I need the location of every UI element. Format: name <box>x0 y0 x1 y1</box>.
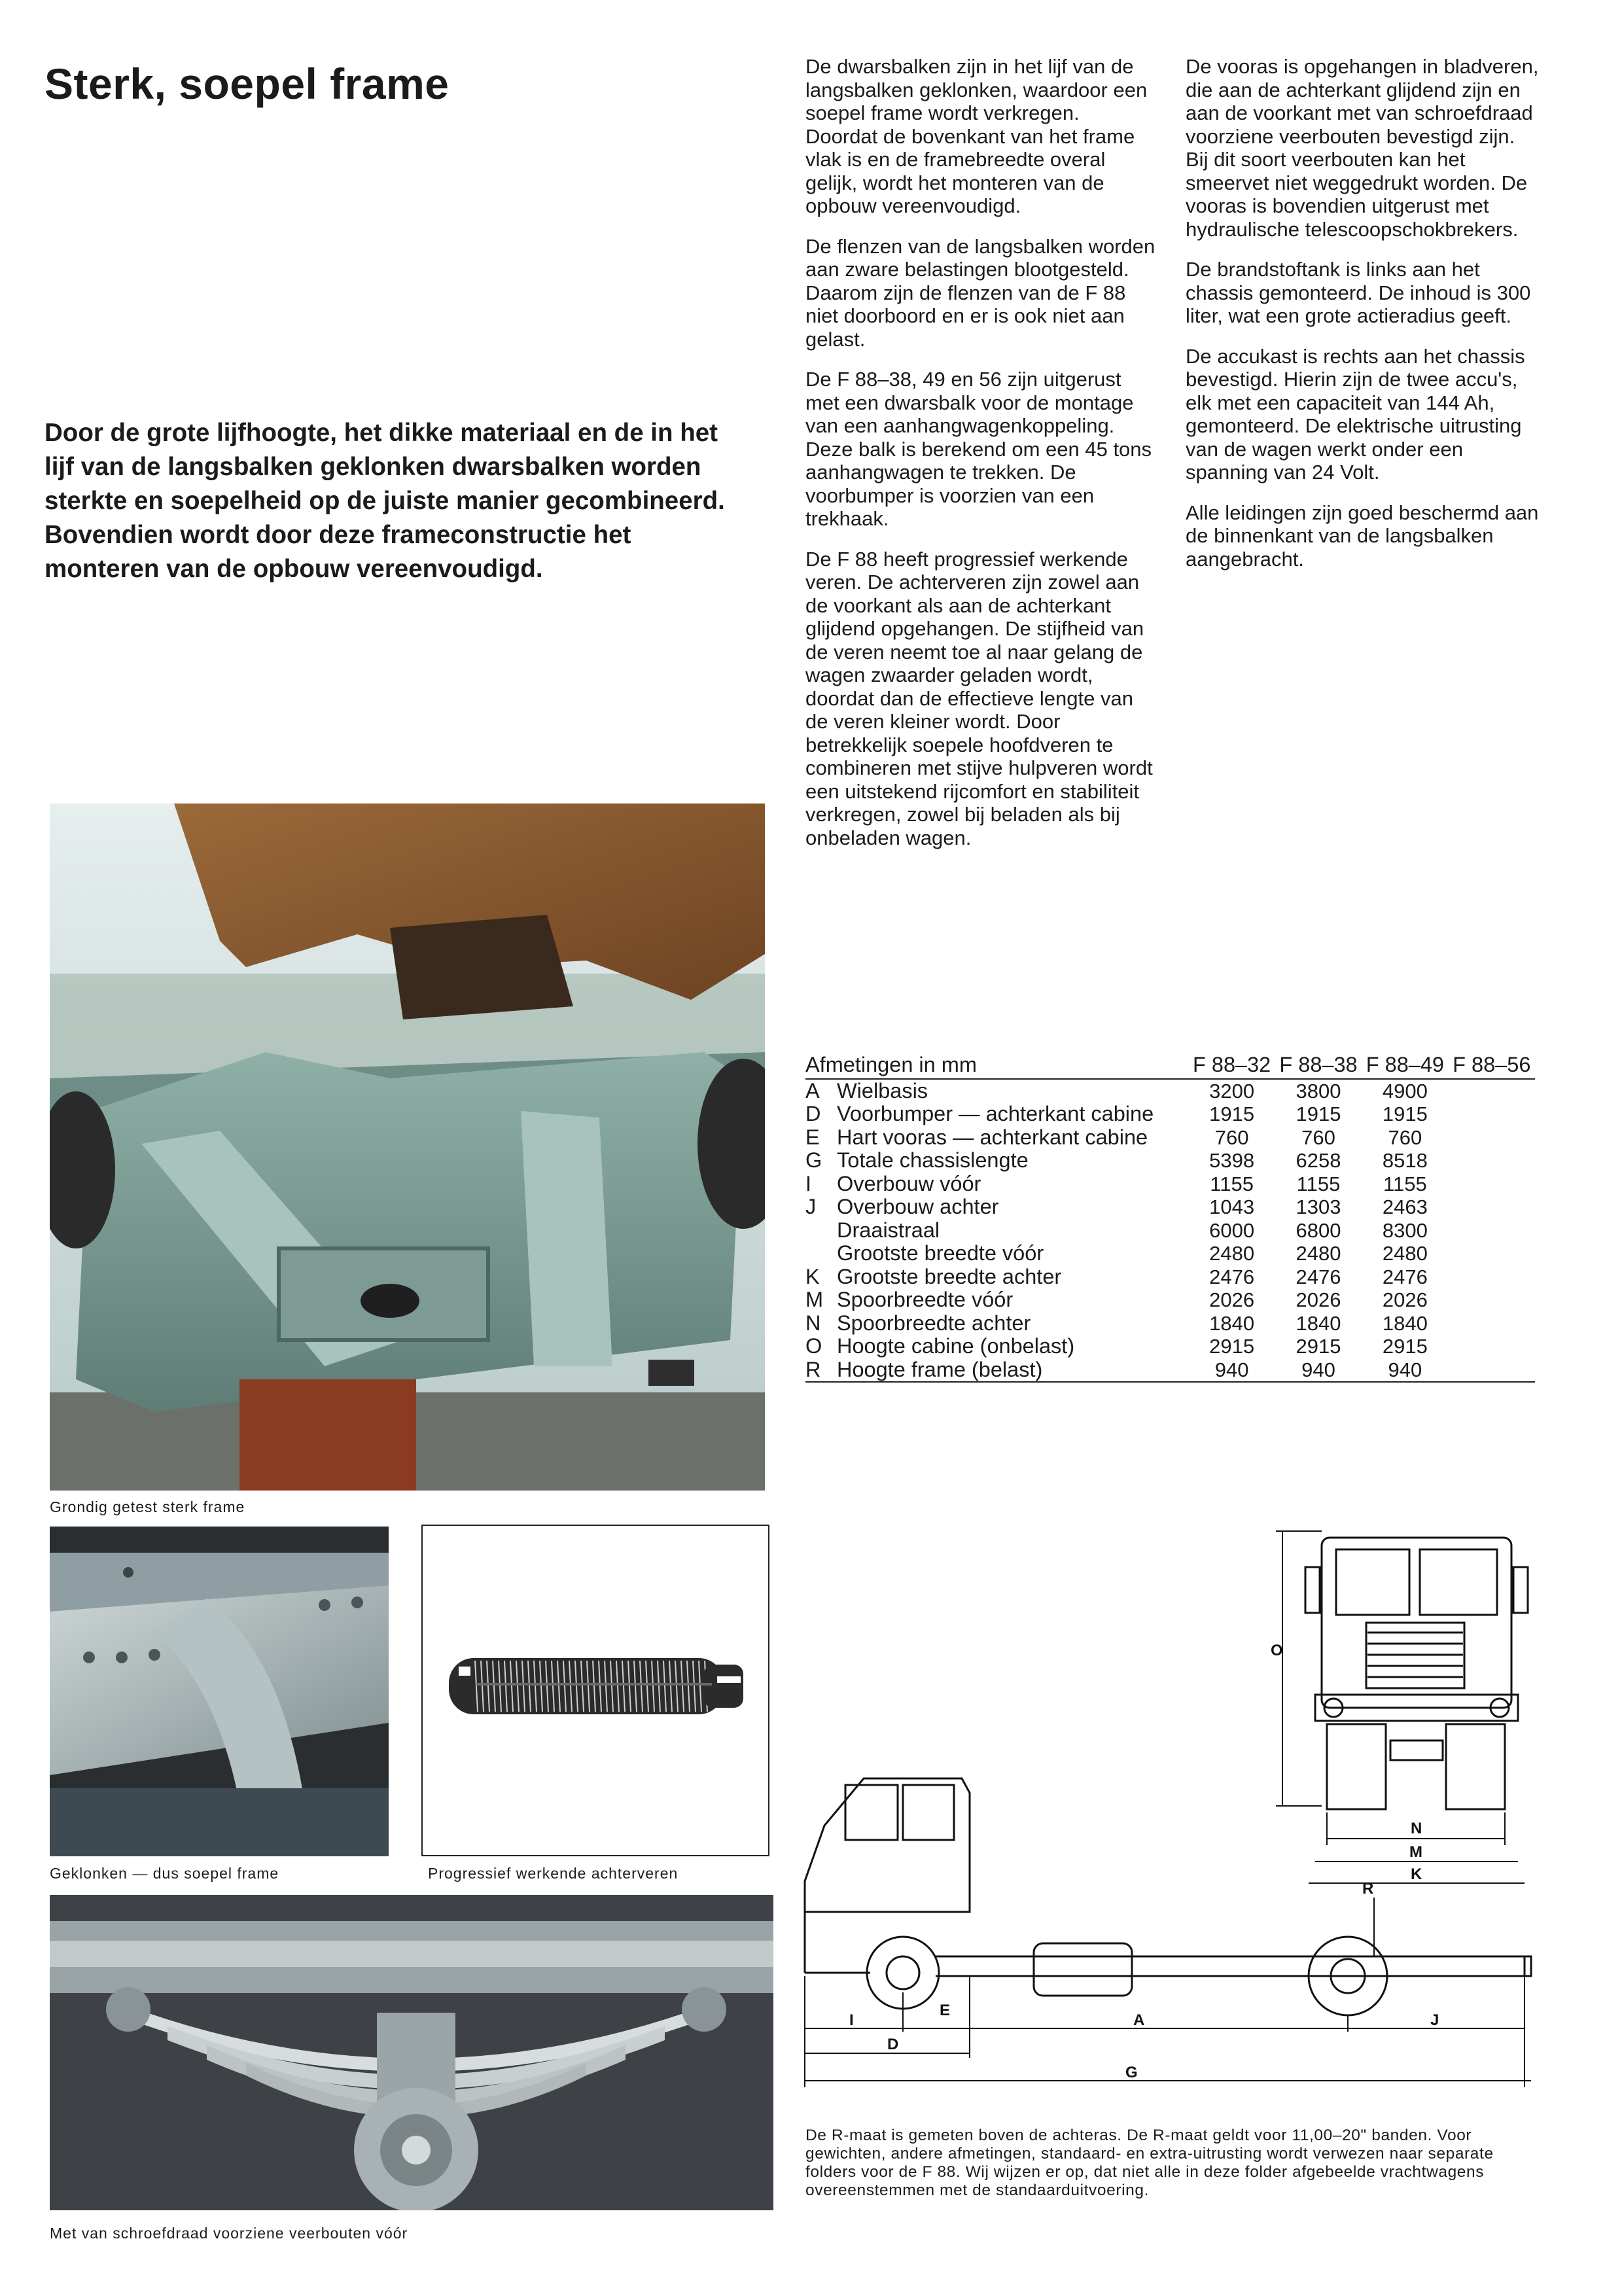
dimension-value: 8518 <box>1382 1149 1428 1172</box>
label-j: J <box>1430 2011 1439 2029</box>
dimension-value: 2915 <box>1209 1335 1255 1358</box>
paragraph: Alle leidingen zijn goed beschermd aan de binnenkant van de langsbalken aangebracht. <box>1186 501 1539 571</box>
dimension-letter: A <box>805 1078 820 1103</box>
dimension-value: 1155 <box>1210 1172 1254 1195</box>
dimension-value: 1043 <box>1209 1195 1255 1218</box>
dimension-label: Hart vooras — achterkant cabine <box>837 1125 1148 1149</box>
dimension-letter: K <box>805 1264 820 1288</box>
dimension-value <box>1449 1265 1535 1289</box>
dimension-value <box>1449 1358 1535 1383</box>
label-m: M <box>1409 1843 1422 1861</box>
dimension-value: 2463 <box>1382 1195 1428 1218</box>
text-column-2 <box>1186 55 1542 588</box>
paragraph: De F 88–38, 49 en 56 zijn uitgerust met een dwarsbalk voor de montage van een aanhangwagenkoppeling. Deze balk is berekend om een 45 tons aanhangwagen te trekken. De voorbumper is voorzien van een trekhaak. <box>805 368 1152 530</box>
dimension-value: 2026 <box>1209 1288 1255 1311</box>
dimension-value <box>1449 1079 1535 1103</box>
dimension-value: 760 <box>1214 1125 1249 1149</box>
dimension-value: 2476 <box>1382 1265 1428 1288</box>
dimension-value <box>1449 1126 1535 1150</box>
dimension-value: 3200 <box>1209 1079 1255 1103</box>
dimension-letter <box>805 1242 837 1265</box>
table-row <box>805 1358 1535 1383</box>
column-header: F 88–32 <box>1188 1053 1275 1079</box>
column-header: F 88–56 <box>1449 1053 1535 1079</box>
dimension-value: 2915 <box>1382 1335 1428 1358</box>
label-e: E <box>940 2002 951 2019</box>
page-title: Sterk, soepel frame <box>44 60 450 108</box>
dimension-value <box>1449 1173 1535 1196</box>
table-row <box>805 1149 1535 1173</box>
column-header: F 88–49 <box>1362 1053 1448 1079</box>
photo-caption: Met van schroefdraad voorziene veerbouten vóór <box>50 2225 408 2242</box>
paragraph: De vooras is opgehangen in bladveren, die aan de achterkant glijdend zijn en aan de voorkant met van schroefdraad voorziene veerbouten bevestigd zijn. Bij dit soort veerbouten kan het smeervet niet weggedrukt worden. De vooras is bovendien uitgerust met hydraulische telescoopschokbrekers. <box>1186 55 1539 241</box>
dimension-letter: J <box>805 1195 817 1218</box>
dimension-letter: M <box>805 1288 824 1311</box>
table-row <box>805 1126 1535 1150</box>
dimension-label: Grootste breedte vóór <box>837 1241 1044 1265</box>
paragraph: De F 88 heeft progressief werkende veren. De achterveren zijn zowel aan de voorkant als aan de achterkant glijdend opgehangen. De stijfheid van de veren neemt toe al naar gelang de wagen zwaarder geladen wordt, doordat dan de effectieve lengte van de veren kleiner wordt. Door betrekkelijk soepele hoofdveren te combineren met stijve hulpveren wordt een uitstekend rijcomfort en stabiliteit verkregen, zowel bij beladen als bij onbeladen wagen. <box>805 547 1153 849</box>
dimension-value: 6000 <box>1209 1218 1255 1242</box>
photo-caption: Grondig getest sterk frame <box>50 1498 245 1515</box>
label-o: O <box>1271 1642 1283 1659</box>
paragraph: De accukast is rechts aan het chassis bevestigd. Hierin zijn de twee accu's, elk met een capaciteit van 144 Ah, gemonteerd. De elektrische uitrusting van de wagen werkt onder een spanning van 24 Volt. <box>1186 344 1525 484</box>
dimension-value: 5398 <box>1209 1149 1255 1172</box>
leaf-spring-image <box>50 1895 773 2210</box>
table-row <box>805 1103 1535 1126</box>
text-column-1 <box>805 55 1155 866</box>
table-row <box>805 1219 1535 1243</box>
label-r: R <box>1362 1880 1374 1898</box>
dimension-letter <box>805 1219 837 1243</box>
dimension-value: 940 <box>1362 1358 1448 1383</box>
spring-drawing <box>421 1525 769 1856</box>
dimension-value: 4900 <box>1382 1079 1428 1103</box>
label-i: I <box>849 2011 854 2029</box>
label-a: A <box>1133 2011 1145 2029</box>
table-row <box>805 1335 1535 1358</box>
column-header: F 88–38 <box>1275 1053 1362 1079</box>
chassis-photo-image <box>50 804 765 1491</box>
dimension-value <box>1449 1288 1535 1312</box>
paragraph: De flenzen van de langsbalken worden aan zware belastingen blootgesteld. Daarom zijn de flenzen van de F 88 niet doorboord en er is ook niet aan gelast. <box>805 234 1155 351</box>
dimension-label: Totale chassislengte <box>837 1148 1029 1172</box>
dimension-label: Overbouw achter <box>837 1195 999 1218</box>
dimension-label: Overbouw vóór <box>837 1171 981 1195</box>
dimension-letter: D <box>805 1102 821 1125</box>
dimension-label: Voorbumper — achterkant cabine <box>837 1102 1154 1125</box>
dimension-value: 2480 <box>1296 1242 1341 1265</box>
dimension-value: 1155 <box>1296 1172 1341 1195</box>
dimension-value: 940 <box>1188 1358 1275 1383</box>
photo-caption: Geklonken — dus soepel frame <box>50 1865 279 1882</box>
dimension-value: 760 <box>1301 1125 1335 1149</box>
table-row <box>805 1312 1535 1335</box>
dimension-value: 2480 <box>1382 1242 1428 1265</box>
paragraph: De brandstoftank is links aan het chassis gemonteerd. De inhoud is 300 liter, wat een grote actieradius geeft. <box>1186 258 1531 327</box>
dimension-value: 1915 <box>1296 1103 1341 1125</box>
dimension-letter: R <box>805 1358 837 1383</box>
label-n: N <box>1411 1820 1422 1837</box>
label-k: K <box>1411 1865 1422 1883</box>
dimension-label: Wielbasis <box>837 1078 928 1103</box>
footnote: De R-maat is gemeten boven de achteras. De R-maat geldt voor 11,00–20" banden. Voor gewichten, andere afmetingen, standaard- en extra-uitrusting wordt verwezen naar separate folders voor de F 88. Wij wijzen er op, dat niet alle in deze folder afgebeelde vrachtwagens overeenstemmen met de standaarduitvoering. <box>805 2127 1494 2199</box>
dimension-value: 760 <box>1388 1125 1422 1149</box>
dimension-value: 2480 <box>1209 1242 1255 1265</box>
dimension-value <box>1449 1103 1535 1126</box>
dimension-letter: N <box>805 1311 821 1335</box>
dimension-value <box>1449 1312 1535 1335</box>
label-d: D <box>887 2036 899 2053</box>
dimension-label: Hoogte frame (belast) <box>837 1358 1188 1383</box>
dimension-value: 2476 <box>1209 1265 1255 1288</box>
dimension-value: 8300 <box>1382 1218 1428 1242</box>
dimension-value: 2026 <box>1296 1288 1341 1311</box>
chassis-photo <box>50 804 765 1491</box>
lead-paragraph: Door de grote lijfhoogte, het dikke materiaal en de in het lijf van de langsbalken geklonken dwarsbalken worden sterkte en soepelheid op de juiste manier gecombineerd. Bovendien wordt door deze frameconstructie het monteren van de opbouw vereenvoudigd. <box>44 419 725 583</box>
dimension-value <box>1449 1149 1535 1173</box>
table-row <box>805 1265 1535 1289</box>
dimension-value: 1840 <box>1209 1311 1255 1335</box>
dimension-letter: E <box>805 1125 820 1149</box>
table-row <box>805 1288 1535 1312</box>
riveted-frame-image <box>50 1527 389 1856</box>
dimension-label: Grootste breedte achter <box>837 1264 1062 1288</box>
truck-drawing-svg <box>798 1505 1551 2107</box>
dimension-letter: I <box>805 1171 812 1195</box>
table-row <box>805 1173 1535 1196</box>
dimension-value <box>1449 1242 1535 1265</box>
dimension-value: 1915 <box>1382 1103 1428 1125</box>
photo-caption: Progressief werkende achterveren <box>428 1865 679 1882</box>
dimension-value: 6800 <box>1296 1218 1341 1242</box>
dimension-letter: G <box>805 1148 822 1172</box>
table-row <box>805 1079 1535 1103</box>
dimension-letter: O <box>805 1334 822 1358</box>
dimension-value: 1155 <box>1383 1172 1427 1195</box>
paragraph: De dwarsbalken zijn in het lijf van de langsbalken geklonken, waardoor een soepel frame wordt verkregen. Doordat de bovenkant van het frame vlak is en de framebreedte overal gelijk, wordt het monteren van de opbouw vereenvoudigd. <box>805 55 1148 217</box>
dimension-value <box>1449 1195 1535 1219</box>
dimensions-table <box>805 1053 1535 1383</box>
dimension-value <box>1449 1335 1535 1358</box>
dimension-value: 1915 <box>1209 1103 1255 1125</box>
dimension-value: 2026 <box>1382 1288 1428 1311</box>
riveted-frame-photo <box>50 1527 389 1856</box>
dimension-value <box>1449 1219 1535 1243</box>
spring-image <box>423 1526 768 1855</box>
dimension-value: 1303 <box>1296 1195 1341 1218</box>
dimension-label: Spoorbreedte achter <box>837 1311 1031 1335</box>
label-g: G <box>1125 2064 1138 2081</box>
dimension-value: 3800 <box>1296 1079 1341 1103</box>
dimension-value: 2476 <box>1296 1265 1341 1288</box>
dimension-value: 940 <box>1275 1358 1362 1383</box>
dimension-value: 6258 <box>1296 1149 1341 1172</box>
dimension-value: 2915 <box>1296 1335 1341 1358</box>
dimension-label: Spoorbreedte vóór <box>837 1288 1014 1311</box>
dimension-value: 1840 <box>1382 1311 1428 1335</box>
table-header: Afmetingen in mm <box>805 1053 1188 1079</box>
dimension-label: Hoogte cabine (onbelast) <box>837 1334 1075 1358</box>
truck-dimension-drawing <box>798 1505 1551 2107</box>
leaf-spring-photo <box>50 1895 773 2210</box>
table-row <box>805 1242 1535 1265</box>
table-row <box>805 1195 1535 1219</box>
dimension-value: 1840 <box>1296 1311 1341 1335</box>
dimension-label: Draaistraal <box>837 1218 940 1242</box>
